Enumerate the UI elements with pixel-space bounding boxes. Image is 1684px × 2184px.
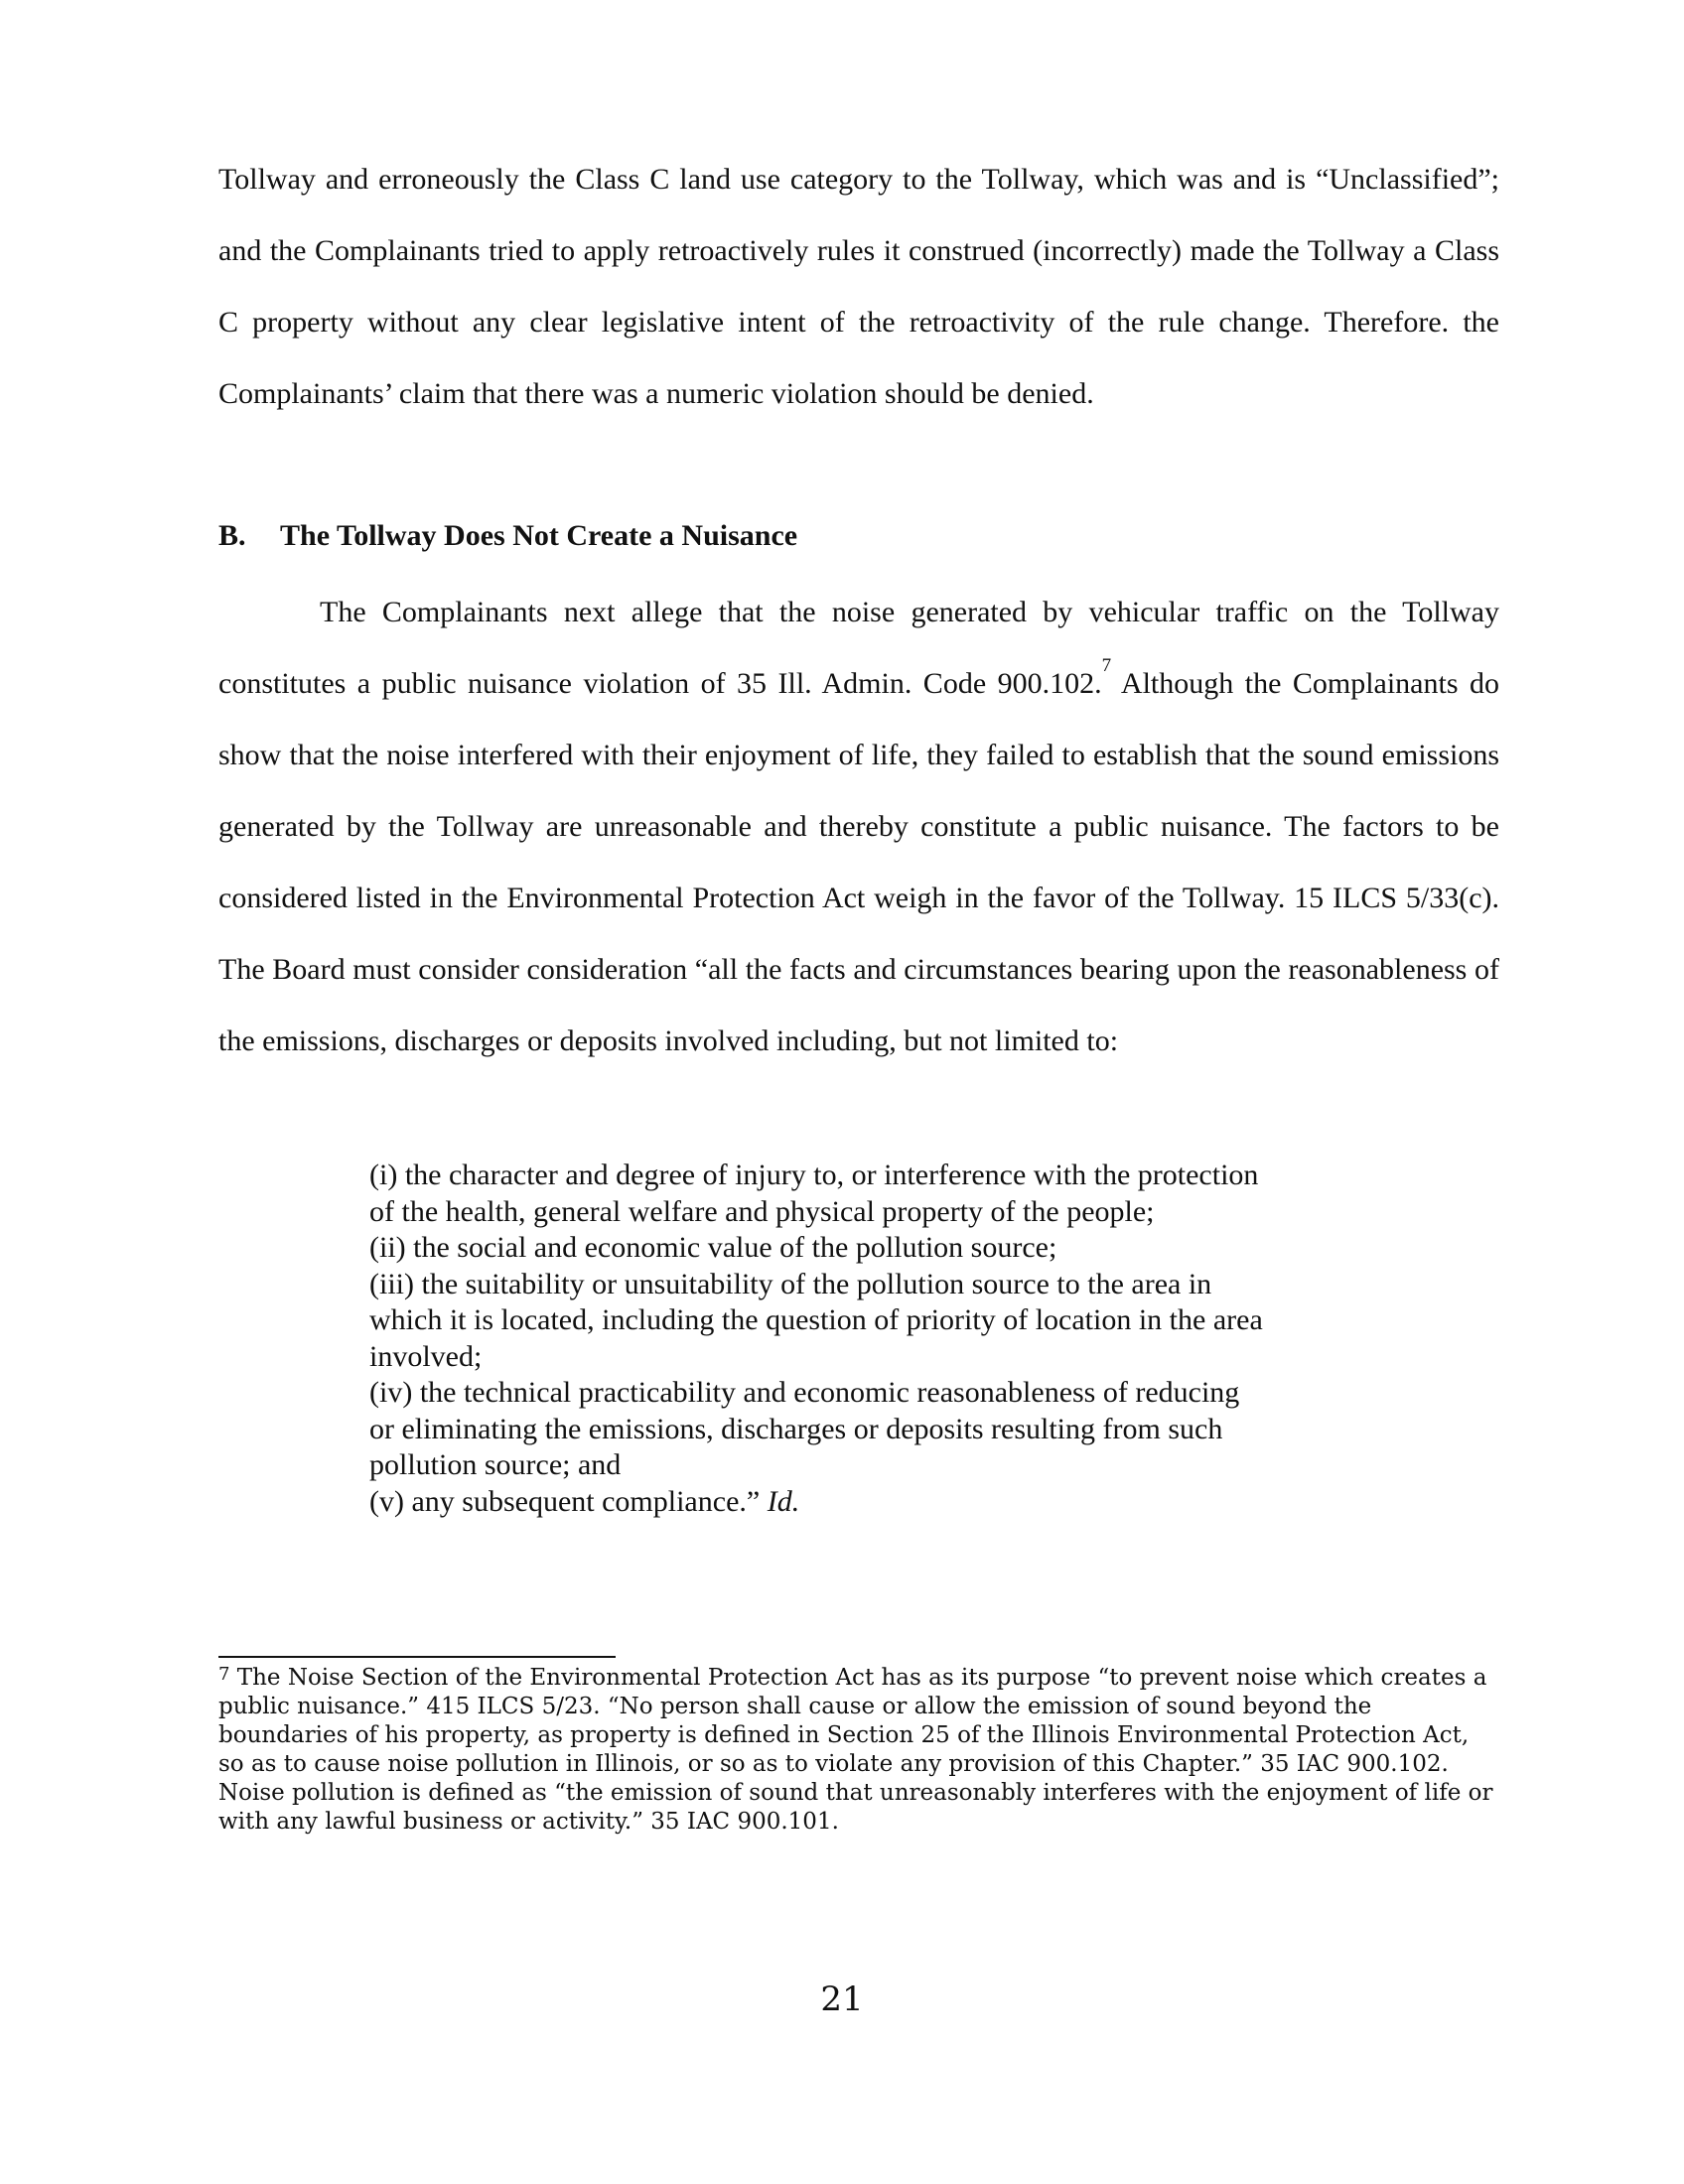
quote-line: pollution source; and [369, 1448, 622, 1481]
quote-line-final [369, 1484, 1352, 1521]
quote-line: (iii) the suitability or unsuitability of the pollution source to the area in [369, 1267, 1212, 1300]
footnote-separator [218, 1656, 616, 1658]
quote-line: or eliminating the emissions, discharges or deposits resulting from such [369, 1412, 1223, 1445]
footnote [218, 1664, 1499, 1837]
footnote-text: The Noise Section of the Environmental Protection Act has as its purpose “to prevent noise which creates a public nuisance.” 415 ILCS 5/23. “No person shall cause or allow the emission of sound beyond the boundaries of his property, as property is defined in Section 25 of the Illinois Environmental Protection Act, so as to cause noise pollution in Illinois, or so as to violate any provision of this Chapter.” 35 IAC 900.102. Noise pollution is defined as “the emission of sound that unreasonably interferes with the enjoyment of life or with any lawful business or activity.” 35 IAC 900.101. [218, 1665, 1493, 1835]
quote-line: (iv) the technical practicability and economic reasonableness of reducing [369, 1376, 1240, 1409]
paragraph-nuisance [218, 577, 1499, 1077]
section-heading-title: The Tollway Does Not Create a Nuisance [280, 519, 798, 552]
section-heading [218, 516, 797, 556]
quote-citation: Id. [767, 1484, 800, 1518]
page-number: 21 [820, 1979, 864, 2019]
quote-final-text: (v) any subsequent compliance.” [369, 1484, 768, 1518]
section-heading-label: B. [218, 519, 246, 552]
block-quote-factors [369, 1158, 1352, 1520]
quote-line: involved; [369, 1339, 483, 1373]
quote-line: of the health, general welfare and physical property of the people; [369, 1194, 1155, 1228]
paragraph-numeric-violation: Tollway and erroneously the Class C land use category to the Tollway, which was and is “Unclassified”; and the Complainants tried to apply retroactively rules it construed (incorrectly) made the Tollway a Class C property without any clear legislative intent of the retroactivity of the rule change. Therefore. the Complainants’ claim that there was a numeric violation should be denied. [218, 163, 1499, 410]
quote-line: which it is located, including the question of priority of location in the area [369, 1303, 1263, 1336]
quote-line: (i) the character and degree of injury to, or interference with the protection [369, 1159, 1259, 1191]
quote-line: (ii) the social and economic value of the pollution source; [369, 1231, 1057, 1264]
paragraph-nuisance-text-a: The Complainants next allege that the noise generated by vehicular traffic on the Tollway constitutes a public nuisance violation of 35 Ill. Admin. Code 900.102. [218, 596, 1499, 700]
paragraph-nuisance-text-b: Although the Complainants do show that the noise interfered with their enjoyment of life, they failed to establish that the sound emissions generated by the Tollway are unreasonable and thereby constitute a public nuisance. The factors to be considered listed in the Environmental Protection Act weigh in the favor of the Tollway. 15 ILCS 5/33(c). The Board must consider consideration “all the facts and circumstances bearing upon the reasonableness of the emissions, discharges or deposits involved including, but not limited to: [218, 667, 1499, 1057]
footnote-marker: 7 [218, 1664, 230, 1685]
footnote-reference: 7 [1101, 655, 1112, 676]
